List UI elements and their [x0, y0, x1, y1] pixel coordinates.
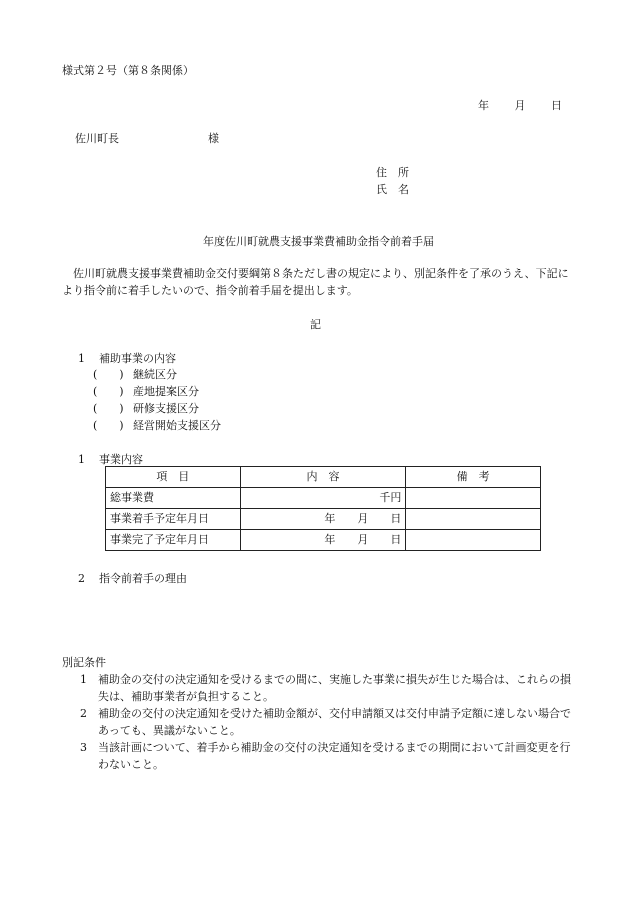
- condition-number: 1: [80, 673, 87, 686]
- table-header: 備 考: [406, 467, 541, 488]
- category-item: [93, 418, 221, 434]
- condition-number: 3: [80, 741, 87, 754]
- category-label: 経営開始支援区分: [133, 419, 221, 432]
- condition-item: [62, 671, 572, 705]
- row-label: 総事業費: [106, 488, 241, 509]
- category-item: [93, 367, 177, 383]
- date-day: 日: [551, 99, 562, 112]
- body-paragraph: 佐川町就農支援事業費補助金交付要綱第８条ただし書の規定により、別記条件を了承のうえ、下記により指令前に着手したいので、指令前着手届を提出します。: [62, 267, 569, 297]
- date-year: 年: [478, 99, 489, 112]
- project-table: [105, 466, 541, 551]
- form-label: 様式第２号（第８条関係）: [62, 64, 194, 77]
- table-row: [106, 488, 541, 509]
- category-checkbox[interactable]: ( ): [93, 402, 124, 415]
- table-header: 項 目: [106, 467, 241, 488]
- date-line: [478, 98, 562, 114]
- addressee-name: 佐川町長: [75, 132, 119, 145]
- condition-number: 2: [80, 707, 87, 720]
- address-label: 住 所: [376, 166, 409, 179]
- condition-text: 補助金の交付の決定通知を受けるまでの間に、実施した事業に損失が生じた場合は、これらの損失は、補助事業者が負担すること。: [98, 673, 571, 703]
- document-title: 年度佐川町就農支援事業費補助金指令前着手届: [203, 235, 434, 248]
- section2-heading: 事業内容: [99, 453, 143, 466]
- row-note-field[interactable]: [406, 530, 541, 551]
- table-header-row: [106, 467, 541, 488]
- category-checkbox[interactable]: ( ): [93, 419, 124, 432]
- row-note-field[interactable]: [406, 509, 541, 530]
- conditions-block: [62, 654, 572, 773]
- condition-item: [62, 705, 572, 739]
- row-label: 事業完了予定年月日: [106, 530, 241, 551]
- condition-item: [62, 739, 572, 773]
- conditions-title: 別記条件: [62, 656, 106, 669]
- table-header: 内 容: [240, 467, 406, 488]
- row-label: 事業着手予定年月日: [106, 509, 241, 530]
- section2-number: 1: [78, 453, 85, 466]
- row-content-field[interactable]: 年 月 日: [240, 509, 406, 530]
- row-content-field[interactable]: 千円: [240, 488, 406, 509]
- section1-number: 1: [78, 352, 85, 365]
- section3-number: 2: [78, 572, 85, 585]
- category-label: 研修支援区分: [133, 402, 199, 415]
- category-label: 継続区分: [133, 368, 177, 381]
- ki-heading: 記: [310, 318, 321, 331]
- condition-text: 補助金の交付の決定通知を受けた補助金額が、交付申請額又は交付申請予定額に達しない場合であっても、異議がないこと。: [98, 707, 571, 737]
- date-month: 月: [514, 99, 526, 112]
- section3-heading: 指令前着手の理由: [99, 572, 187, 585]
- category-item: [93, 401, 199, 417]
- category-checkbox[interactable]: ( ): [93, 385, 124, 398]
- name-label: 氏 名: [376, 183, 409, 196]
- category-item: [93, 384, 199, 400]
- category-label: 産地提案区分: [133, 385, 199, 398]
- table-row: [106, 509, 541, 530]
- condition-text: 当該計画について、着手から補助金の交付の決定通知を受けるまでの期間において計画変更を行わないこと。: [98, 741, 571, 771]
- row-note-field[interactable]: [406, 488, 541, 509]
- row-content-field[interactable]: 年 月 日: [240, 530, 406, 551]
- category-checkbox[interactable]: ( ): [93, 368, 124, 381]
- table-row: [106, 530, 541, 551]
- section1-heading: 補助事業の内容: [99, 352, 176, 365]
- addressee-honorific: 様: [208, 132, 219, 145]
